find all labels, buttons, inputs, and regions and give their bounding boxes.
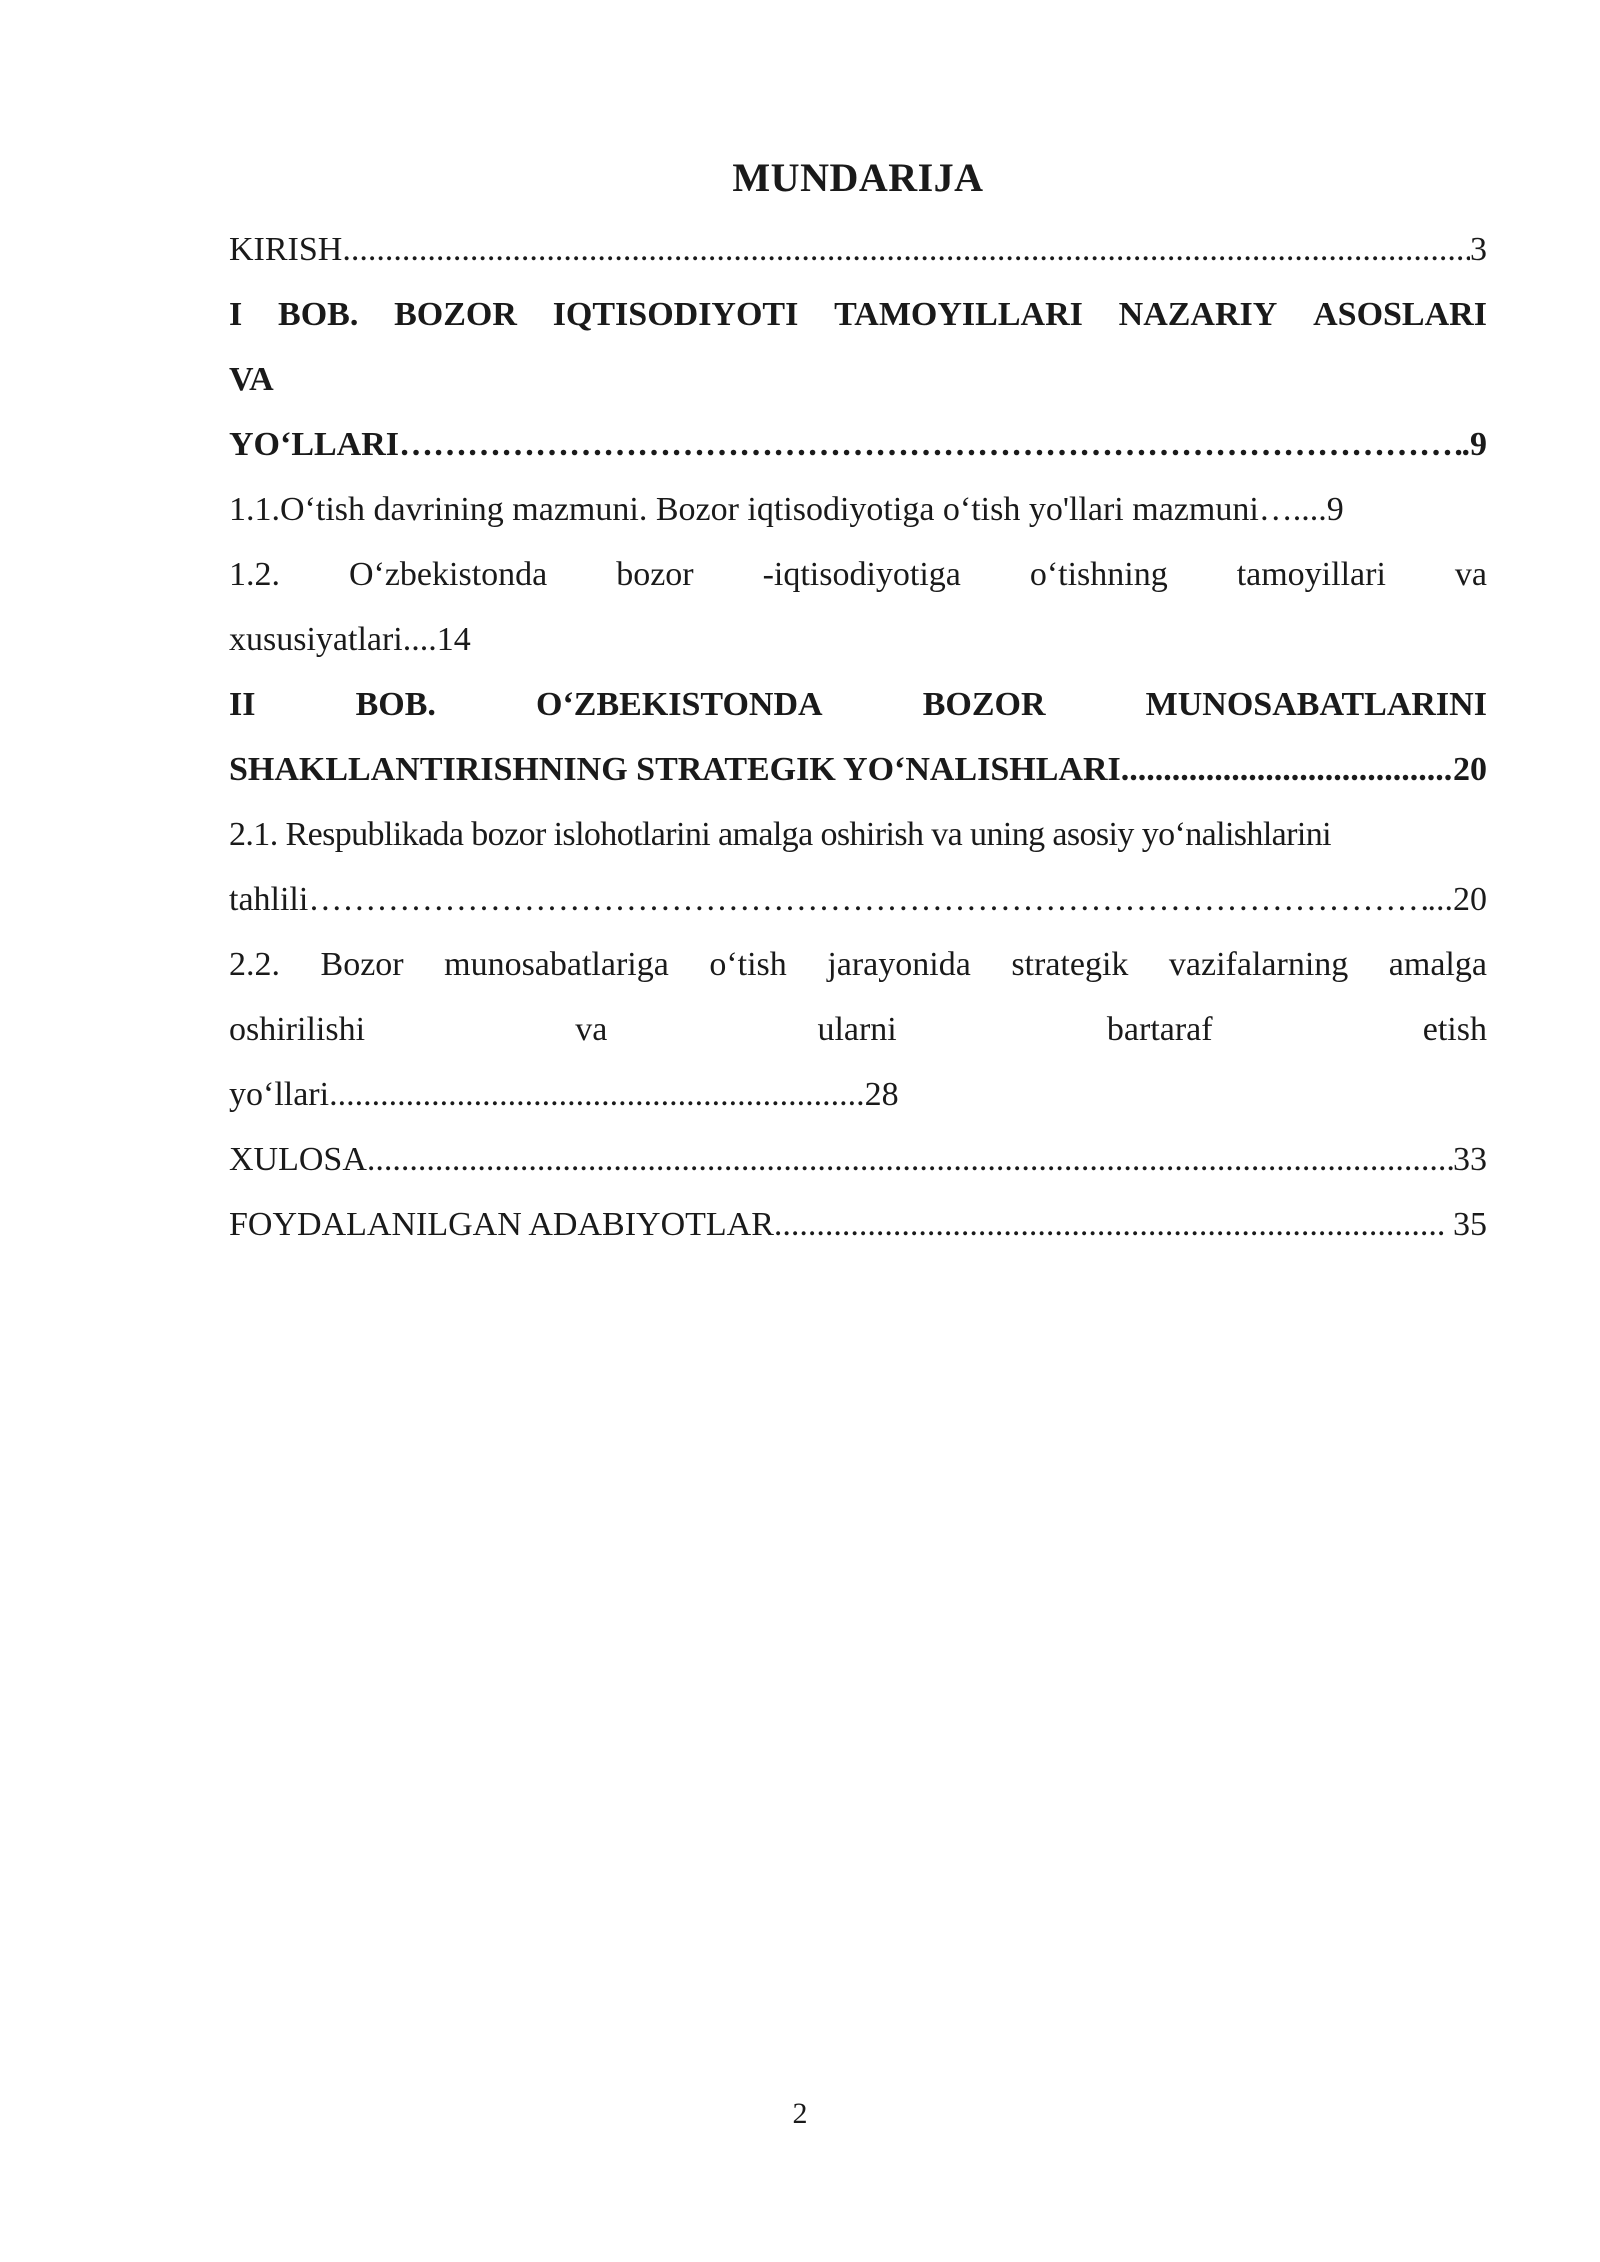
dot-leader <box>1121 737 1453 802</box>
toc-word: TAMOYILLARI <box>834 296 1083 333</box>
toc-entry-chapter-1[interactable] <box>229 282 1487 347</box>
toc-word: tamoyillari <box>1236 556 1386 593</box>
toc-entry-label: 1.1.O‘tish davrining mazmuni. Bozor iqtisodiyotiga o‘tish yo'llari mazmuni <box>229 491 1259 528</box>
toc-entry-label: FOYDALANILGAN ADABIYOTLAR <box>229 1206 774 1243</box>
toc-word: va <box>575 1011 608 1048</box>
toc-word: munosabatlariga <box>444 946 669 983</box>
toc-page-number: 33 <box>1453 1141 1487 1178</box>
toc-word: o‘tish <box>709 946 787 983</box>
toc-chapter-2-end[interactable] <box>229 737 1487 802</box>
toc-section-2-1-end[interactable] <box>229 867 1487 932</box>
toc-entry-section-2-2[interactable] <box>229 932 1487 997</box>
toc-word: oshirilishi <box>229 1011 366 1048</box>
toc-word: I <box>229 296 243 333</box>
toc-entry-label: tahlili <box>229 881 309 918</box>
toc-page-number: 3 <box>1470 231 1487 268</box>
toc-word: BOZOR <box>922 686 1046 723</box>
toc-entry-label: KIRISH <box>229 231 343 268</box>
toc-page-number: ...20 <box>1427 881 1487 918</box>
toc-entry-label: YO‘LLARI <box>229 426 400 463</box>
page-title: MUNDARIJA <box>732 155 984 200</box>
dot-leader <box>399 412 1461 477</box>
dot-leader <box>367 1127 1453 1192</box>
toc-word: Bozor <box>320 946 404 983</box>
toc-word: IQTISODIYOTI <box>552 296 799 333</box>
toc-chapter-1-continuation: VA <box>229 361 274 398</box>
toc-entry-section-1-2[interactable] <box>229 542 1487 607</box>
toc-entry-chapter-2[interactable] <box>229 672 1487 737</box>
toc-word: ularni <box>817 1011 897 1048</box>
toc-entry-kirish[interactable] <box>229 217 1487 282</box>
toc-word: O‘ZBEKISTONDA <box>536 686 823 723</box>
toc-word: -iqtisodiyotiga <box>762 556 961 593</box>
toc-page-number: 20 <box>1453 751 1487 788</box>
toc-word: BOB. <box>278 296 359 333</box>
toc-word: etish <box>1422 1011 1487 1048</box>
toc-word: 1.2. <box>229 556 280 593</box>
toc-page-number: 35 <box>1444 1206 1487 1243</box>
toc-word: jarayonida <box>827 946 971 983</box>
dot-leader <box>308 867 1427 932</box>
toc-entry-label: XULOSA <box>229 1141 367 1178</box>
page-number: 2 <box>792 2097 808 2130</box>
toc-word: NAZARIY <box>1118 296 1278 333</box>
toc-word: bozor <box>616 556 694 593</box>
toc-word: 2.2. <box>229 946 280 983</box>
toc-word: ASOSLARI <box>1313 296 1487 333</box>
ellipsis: … <box>1258 491 1293 528</box>
toc-word: II <box>229 686 256 723</box>
toc-page-number: .9 <box>1461 426 1487 463</box>
toc-entry-label: SHAKLLANTIRISHNING STRATEGIK YO‘NALISHLARI <box>229 751 1121 788</box>
toc-entry-section-1-1[interactable] <box>229 477 1487 542</box>
toc-word: BOZOR <box>394 296 517 333</box>
toc-entry-adabiyotlar[interactable] <box>229 1192 1487 1257</box>
table-of-contents <box>229 217 1487 1257</box>
toc-word: O‘zbekistonda <box>348 556 548 593</box>
toc-entry-xulosa[interactable] <box>229 1127 1487 1192</box>
toc-word: vazifalarning <box>1168 946 1349 983</box>
toc-word: strategik <box>1011 946 1129 983</box>
toc-entry-section-2-1[interactable]: 2.1. Respublikada bozor islohotlarini amalga oshirish va uning asosiy yo‘nalishlarini <box>229 816 1331 853</box>
toc-word: amalga <box>1388 946 1487 983</box>
toc-section-1-2-continuation: xususiyatlari....14 <box>229 621 471 658</box>
toc-section-2-2-end[interactable]: yo‘llari...............................................................28 <box>229 1076 899 1113</box>
toc-section-2-2-continuation <box>229 997 1487 1062</box>
toc-word: bartaraf <box>1106 1011 1213 1048</box>
toc-word: BOB. <box>355 686 436 723</box>
toc-word: MUNOSABATLARINI <box>1145 686 1487 723</box>
dot-leader <box>774 1192 1445 1257</box>
dot-leader <box>342 217 1470 282</box>
toc-page-number: ....9 <box>1292 491 1344 528</box>
toc-chapter-1-end[interactable] <box>229 412 1487 477</box>
toc-word: o‘tishning <box>1029 556 1168 593</box>
toc-word: va <box>1454 556 1487 593</box>
